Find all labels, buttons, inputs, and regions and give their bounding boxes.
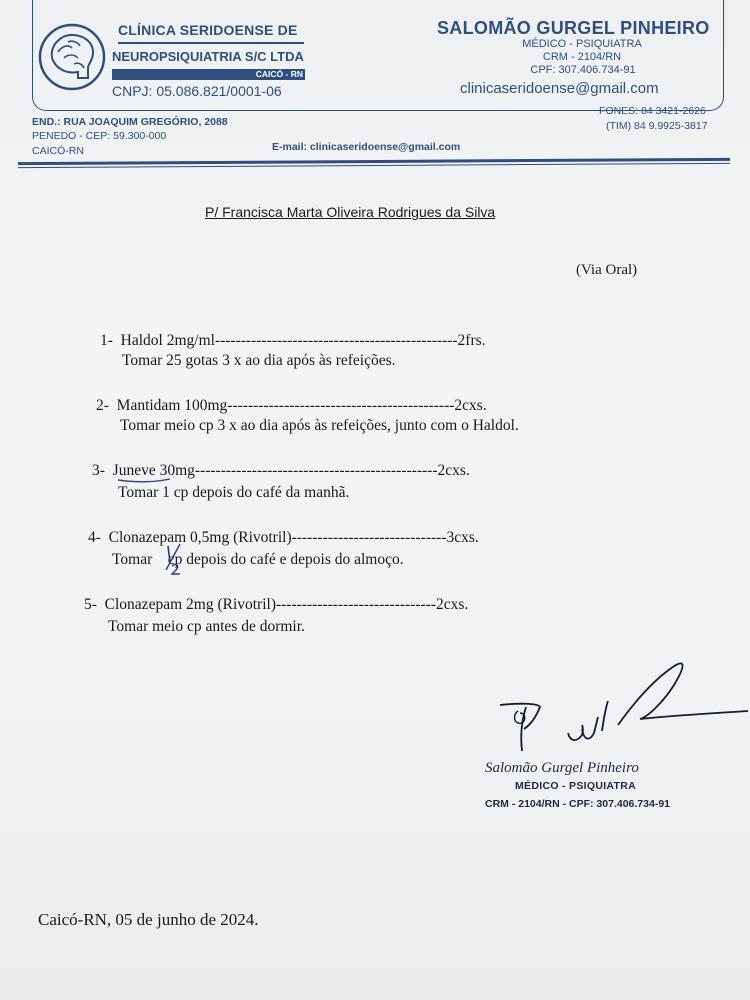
clinic-city-bar: CAICÓ - RN xyxy=(112,69,305,80)
doctor-name: SALOMÃO GURGEL PINHEIRO xyxy=(437,18,710,38)
stamp-doctor-ids: CRM - 2104/RN - CPF: 307.406.734-91 xyxy=(485,798,670,810)
medication-instruction-1: Tomar 25 gotas 3 x ao dia após às refeições. xyxy=(122,352,396,369)
brain-logo-icon xyxy=(38,22,106,92)
doctor-signature xyxy=(478,655,750,755)
doctor-cpf: CPF: 307.406.734-91 xyxy=(530,64,636,76)
handwritten-half-fraction-icon xyxy=(160,540,188,580)
prescription-date: Caicó-RN, 05 de junho de 2024. xyxy=(38,910,259,929)
medication-instruction-3: Tomar 1 cp depois do café da manhã. xyxy=(118,484,350,501)
header-email: clinicaseridoense@gmail.com xyxy=(460,80,659,97)
doctor-crm: CRM - 2104/RN xyxy=(542,51,622,63)
address-line2: PENEDO - CEP: 59.300-000 xyxy=(32,130,167,142)
footer-email: E-mail: clinicaseridoense@gmail.com xyxy=(272,141,461,153)
clinic-name-line1: CLÍNICA SERIDOENSE DE xyxy=(118,22,298,38)
address-line1: END.: RUA JOAQUIM GREGÓRIO, 2088 xyxy=(32,116,228,128)
medication-instruction-2: Tomar meio cp 3 x ao dia após às refeições, junto com o Haldol. xyxy=(120,417,519,434)
clinic-cnpj: CNPJ: 05.086.821/0001-06 xyxy=(112,83,282,99)
medication-line-3: 3- Juneve 30mg-----------------------------------------------2cxs. xyxy=(92,462,470,479)
medication-instruction-4: Tomar cp depois do café e depois do almoço. xyxy=(112,551,404,568)
stamp-doctor-name: Salomão Gurgel Pinheiro xyxy=(485,760,639,776)
address-line3: CAICÓ-RN xyxy=(32,145,84,157)
medication-line-5: 5- Clonazepam 2mg (Rivotril)-------------------------------2cxs. xyxy=(84,596,469,613)
doctor-specialty: MÉDICO - PSIQUIATRA xyxy=(522,38,642,50)
patient-name: P/ Francisca Marta Oliveira Rodrigues da Silva xyxy=(205,204,496,220)
phones-line2: (TIM) 84 9.9925-3817 xyxy=(606,120,708,132)
route-of-administration: (Via Oral) xyxy=(576,262,638,278)
phones-line1: FONES: 84 3421-2626 xyxy=(599,105,706,117)
medication-line-4: 4- Clonazepam 0,5mg (Rivotril)------------------------------3cxs. xyxy=(88,529,479,546)
medication-line-2: 2- Mantidam 100mg--------------------------------------------2cxs. xyxy=(96,397,487,414)
stamp-doctor-role: MÉDICO - PSIQUIATRA xyxy=(515,780,637,792)
medication-line-1: 1- Haldol 2mg/ml-----------------------------------------------2frs. xyxy=(100,332,486,349)
handwritten-underline-mark xyxy=(116,476,216,490)
clinic-name-line2: NEUROPSIQUIATRIA S/C LTDA xyxy=(112,49,304,64)
clinic-name-underline xyxy=(118,42,304,44)
medication-instruction-5: Tomar meio cp antes de dormir. xyxy=(108,618,305,635)
